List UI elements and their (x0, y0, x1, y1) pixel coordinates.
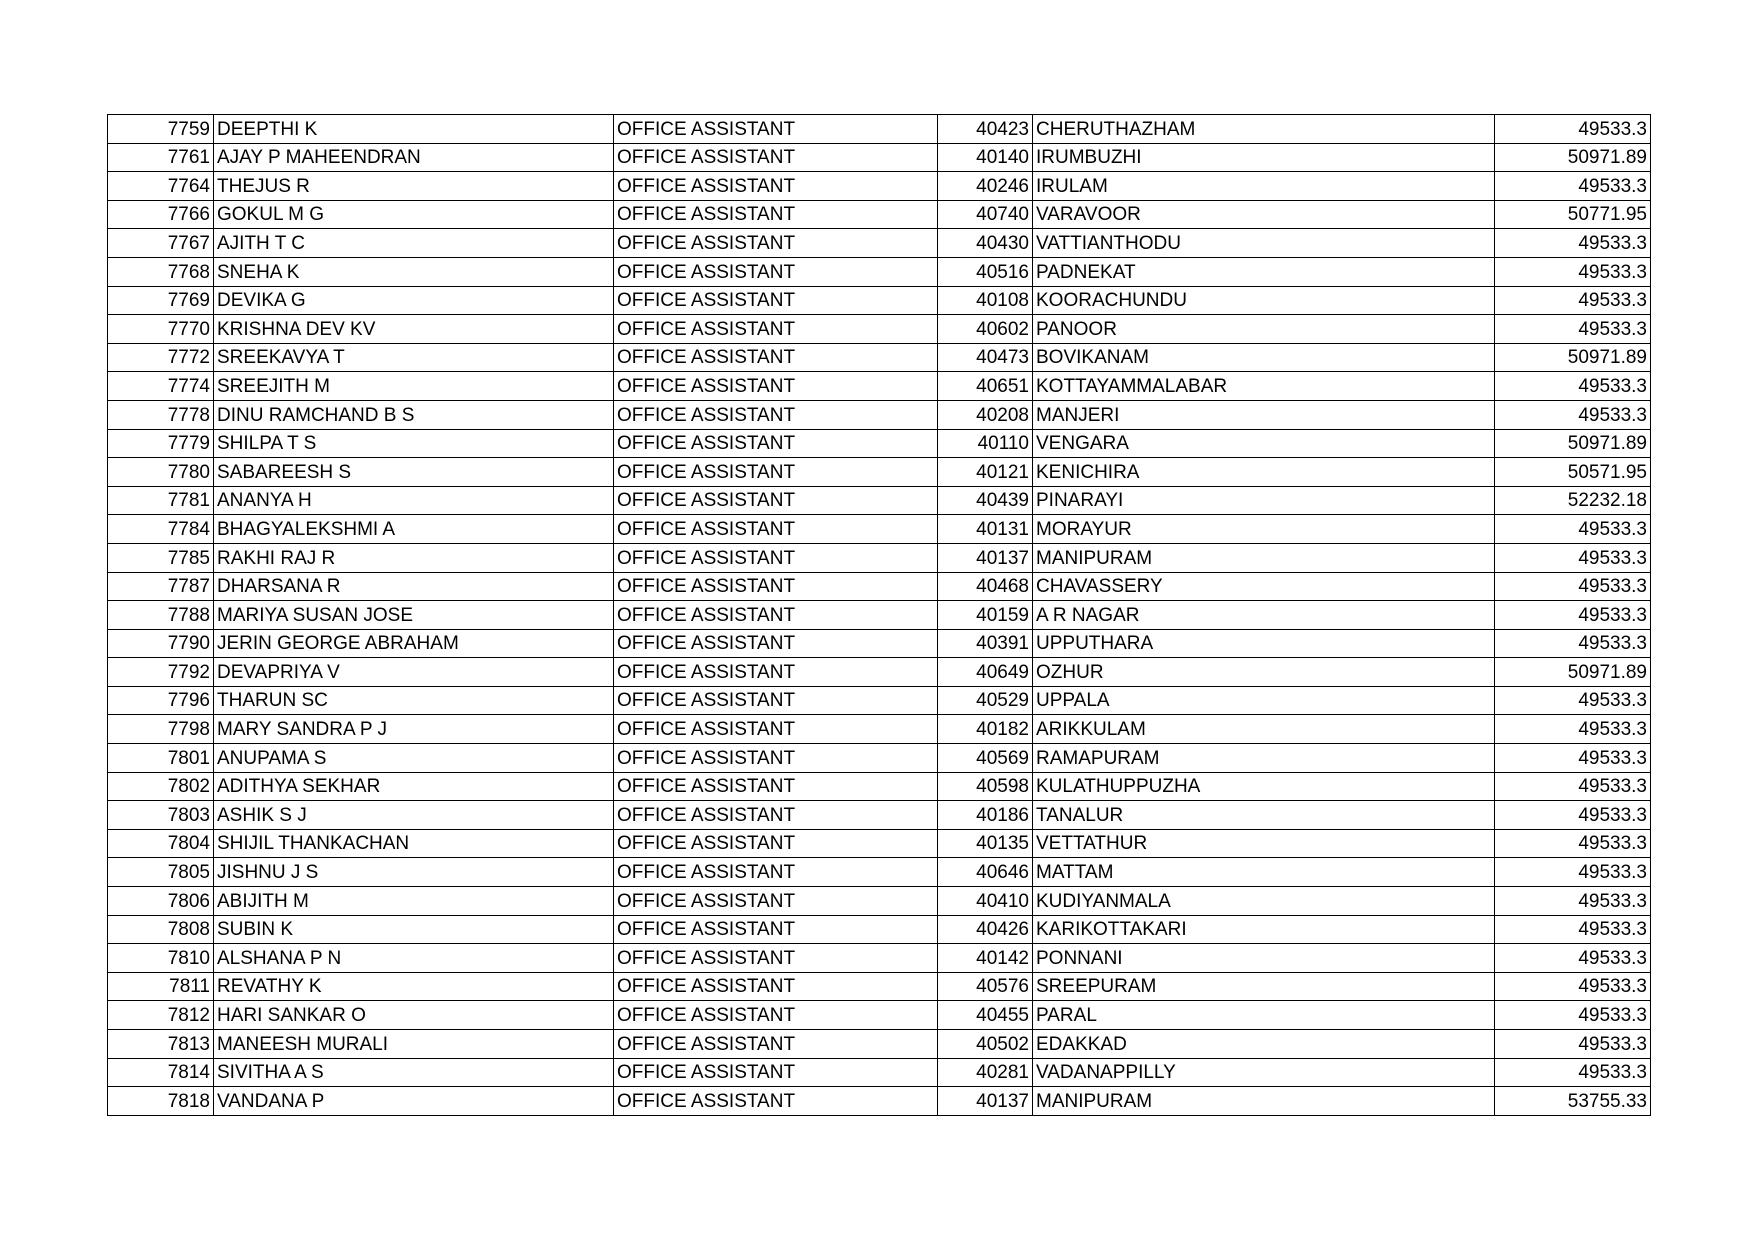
designation-cell: OFFICE ASSISTANT (614, 1001, 938, 1030)
office-code-cell: 40142 (938, 944, 1033, 973)
designation-cell: OFFICE ASSISTANT (614, 829, 938, 858)
office-name-cell: TANALUR (1033, 801, 1495, 830)
designation-cell: OFFICE ASSISTANT (614, 115, 938, 144)
name-cell: AJITH T C (214, 229, 614, 258)
designation-cell: OFFICE ASSISTANT (614, 458, 938, 487)
designation-cell: OFFICE ASSISTANT (614, 1087, 938, 1116)
name-cell: HARI SANKAR O (214, 1001, 614, 1030)
designation-cell: OFFICE ASSISTANT (614, 801, 938, 830)
amount-cell: 50771.95 (1495, 200, 1651, 229)
office-name-cell: PANOOR (1033, 315, 1495, 344)
amount-cell: 49533.3 (1495, 315, 1651, 344)
amount-cell: 49533.3 (1495, 972, 1651, 1001)
office-name-cell: PONNANI (1033, 944, 1495, 973)
office-name-cell: CHAVASSERY (1033, 572, 1495, 601)
serial-number-cell: 7766 (108, 200, 214, 229)
designation-cell: OFFICE ASSISTANT (614, 257, 938, 286)
table-row (108, 887, 1651, 916)
office-code-cell: 40410 (938, 887, 1033, 916)
amount-cell: 49533.3 (1495, 686, 1651, 715)
amount-cell: 49533.3 (1495, 715, 1651, 744)
office-code-cell: 40137 (938, 1087, 1033, 1116)
table-row (108, 143, 1651, 172)
designation-cell: OFFICE ASSISTANT (614, 229, 938, 258)
office-code-cell: 40426 (938, 915, 1033, 944)
office-code-cell: 40208 (938, 400, 1033, 429)
office-code-cell: 40576 (938, 972, 1033, 1001)
table-row (108, 829, 1651, 858)
office-name-cell: KARIKOTTAKARI (1033, 915, 1495, 944)
office-name-cell: VADANAPPILLY (1033, 1058, 1495, 1087)
serial-number-cell: 7798 (108, 715, 214, 744)
office-name-cell: VATTIANTHODU (1033, 229, 1495, 258)
name-cell: SUBIN K (214, 915, 614, 944)
serial-number-cell: 7770 (108, 315, 214, 344)
serial-number-cell: 7772 (108, 343, 214, 372)
office-name-cell: VETTATHUR (1033, 829, 1495, 858)
amount-cell: 49533.3 (1495, 858, 1651, 887)
table-row (108, 1087, 1651, 1116)
designation-cell: OFFICE ASSISTANT (614, 143, 938, 172)
name-cell: KRISHNA DEV KV (214, 315, 614, 344)
office-name-cell: PARAL (1033, 1001, 1495, 1030)
name-cell: MANEESH MURALI (214, 1030, 614, 1059)
table-row (108, 915, 1651, 944)
table-row (108, 315, 1651, 344)
designation-cell: OFFICE ASSISTANT (614, 944, 938, 973)
table-row (108, 772, 1651, 801)
amount-cell: 53755.33 (1495, 1087, 1651, 1116)
office-code-cell: 40430 (938, 229, 1033, 258)
office-name-cell: KOORACHUNDU (1033, 286, 1495, 315)
amount-cell: 49533.3 (1495, 601, 1651, 630)
serial-number-cell: 7778 (108, 400, 214, 429)
amount-cell: 49533.3 (1495, 944, 1651, 973)
office-name-cell: BOVIKANAM (1033, 343, 1495, 372)
office-code-cell: 40502 (938, 1030, 1033, 1059)
serial-number-cell: 7808 (108, 915, 214, 944)
table-row (108, 343, 1651, 372)
office-name-cell: KULATHUPPUZHA (1033, 772, 1495, 801)
office-code-cell: 40121 (938, 458, 1033, 487)
table-row (108, 115, 1651, 144)
designation-cell: OFFICE ASSISTANT (614, 543, 938, 572)
office-code-cell: 40468 (938, 572, 1033, 601)
serial-number-cell: 7779 (108, 429, 214, 458)
serial-number-cell: 7802 (108, 772, 214, 801)
serial-number-cell: 7784 (108, 515, 214, 544)
amount-cell: 49533.3 (1495, 543, 1651, 572)
amount-cell: 49533.3 (1495, 629, 1651, 658)
designation-cell: OFFICE ASSISTANT (614, 601, 938, 630)
office-code-cell: 40186 (938, 801, 1033, 830)
amount-cell: 49533.3 (1495, 515, 1651, 544)
amount-cell: 52232.18 (1495, 486, 1651, 515)
name-cell: DEVIKA G (214, 286, 614, 315)
amount-cell: 49533.3 (1495, 1058, 1651, 1087)
office-code-cell: 40529 (938, 686, 1033, 715)
table-row (108, 686, 1651, 715)
amount-cell: 49533.3 (1495, 372, 1651, 401)
office-code-cell: 40159 (938, 601, 1033, 630)
serial-number-cell: 7796 (108, 686, 214, 715)
serial-number-cell: 7781 (108, 486, 214, 515)
name-cell: DEEPTHI K (214, 115, 614, 144)
designation-cell: OFFICE ASSISTANT (614, 515, 938, 544)
serial-number-cell: 7818 (108, 1087, 214, 1116)
office-code-cell: 40439 (938, 486, 1033, 515)
office-name-cell: SREEPURAM (1033, 972, 1495, 1001)
table-row (108, 286, 1651, 315)
name-cell: DINU RAMCHAND B S (214, 400, 614, 429)
office-name-cell: KENICHIRA (1033, 458, 1495, 487)
table-row (108, 1058, 1651, 1087)
name-cell: BHAGYALEKSHMI A (214, 515, 614, 544)
table-row (108, 972, 1651, 1001)
name-cell: DHARSANA R (214, 572, 614, 601)
table-row (108, 715, 1651, 744)
amount-cell: 49533.3 (1495, 1001, 1651, 1030)
office-code-cell: 40281 (938, 1058, 1033, 1087)
amount-cell: 49533.3 (1495, 172, 1651, 201)
office-name-cell: MANIPURAM (1033, 543, 1495, 572)
office-name-cell: MATTAM (1033, 858, 1495, 887)
serial-number-cell: 7792 (108, 658, 214, 687)
amount-cell: 50971.89 (1495, 343, 1651, 372)
serial-number-cell: 7785 (108, 543, 214, 572)
amount-cell: 49533.3 (1495, 257, 1651, 286)
designation-cell: OFFICE ASSISTANT (614, 572, 938, 601)
serial-number-cell: 7761 (108, 143, 214, 172)
name-cell: SREEJITH M (214, 372, 614, 401)
office-name-cell: UPPALA (1033, 686, 1495, 715)
name-cell: THEJUS R (214, 172, 614, 201)
office-name-cell: VENGARA (1033, 429, 1495, 458)
table-row (108, 229, 1651, 258)
amount-cell: 50971.89 (1495, 143, 1651, 172)
amount-cell: 49533.3 (1495, 400, 1651, 429)
serial-number-cell: 7780 (108, 458, 214, 487)
name-cell: ADITHYA SEKHAR (214, 772, 614, 801)
name-cell: DEVAPRIYA V (214, 658, 614, 687)
name-cell: GOKUL M G (214, 200, 614, 229)
name-cell: ANANYA H (214, 486, 614, 515)
serial-number-cell: 7803 (108, 801, 214, 830)
office-name-cell: KOTTAYAMMALABAR (1033, 372, 1495, 401)
serial-number-cell: 7814 (108, 1058, 214, 1087)
office-code-cell: 40182 (938, 715, 1033, 744)
office-name-cell: VARAVOOR (1033, 200, 1495, 229)
designation-cell: OFFICE ASSISTANT (614, 429, 938, 458)
office-code-cell: 40649 (938, 658, 1033, 687)
office-name-cell: PINARAYI (1033, 486, 1495, 515)
amount-cell: 49533.3 (1495, 744, 1651, 773)
office-code-cell: 40569 (938, 744, 1033, 773)
designation-cell: OFFICE ASSISTANT (614, 658, 938, 687)
name-cell: MARY SANDRA P J (214, 715, 614, 744)
office-name-cell: RAMAPURAM (1033, 744, 1495, 773)
designation-cell: OFFICE ASSISTANT (614, 172, 938, 201)
office-code-cell: 40740 (938, 200, 1033, 229)
designation-cell: OFFICE ASSISTANT (614, 1030, 938, 1059)
amount-cell: 50971.89 (1495, 429, 1651, 458)
serial-number-cell: 7805 (108, 858, 214, 887)
table-body (108, 115, 1651, 1116)
office-name-cell: EDAKKAD (1033, 1030, 1495, 1059)
amount-cell: 49533.3 (1495, 229, 1651, 258)
office-name-cell: PADNEKAT (1033, 257, 1495, 286)
name-cell: JERIN GEORGE ABRAHAM (214, 629, 614, 658)
designation-cell: OFFICE ASSISTANT (614, 772, 938, 801)
table-row (108, 1001, 1651, 1030)
designation-cell: OFFICE ASSISTANT (614, 629, 938, 658)
table-row (108, 858, 1651, 887)
name-cell: AJAY P MAHEENDRAN (214, 143, 614, 172)
table-row (108, 458, 1651, 487)
serial-number-cell: 7768 (108, 257, 214, 286)
amount-cell: 49533.3 (1495, 887, 1651, 916)
office-code-cell: 40646 (938, 858, 1033, 887)
table-row (108, 172, 1651, 201)
serial-number-cell: 7787 (108, 572, 214, 601)
table-row (108, 801, 1651, 830)
office-name-cell: IRULAM (1033, 172, 1495, 201)
name-cell: SHIJIL THANKACHAN (214, 829, 614, 858)
office-name-cell: CHERUTHAZHAM (1033, 115, 1495, 144)
office-name-cell: MANJERI (1033, 400, 1495, 429)
designation-cell: OFFICE ASSISTANT (614, 858, 938, 887)
designation-cell: OFFICE ASSISTANT (614, 972, 938, 1001)
office-code-cell: 40135 (938, 829, 1033, 858)
office-name-cell: ARIKKULAM (1033, 715, 1495, 744)
name-cell: REVATHY K (214, 972, 614, 1001)
office-code-cell: 40137 (938, 543, 1033, 572)
serial-number-cell: 7767 (108, 229, 214, 258)
office-name-cell: MANIPURAM (1033, 1087, 1495, 1116)
table-row (108, 400, 1651, 429)
serial-number-cell: 7788 (108, 601, 214, 630)
name-cell: ANUPAMA S (214, 744, 614, 773)
amount-cell: 49533.3 (1495, 772, 1651, 801)
serial-number-cell: 7769 (108, 286, 214, 315)
office-code-cell: 40516 (938, 257, 1033, 286)
office-code-cell: 40651 (938, 372, 1033, 401)
office-code-cell: 40455 (938, 1001, 1033, 1030)
name-cell: SHILPA T S (214, 429, 614, 458)
designation-cell: OFFICE ASSISTANT (614, 400, 938, 429)
table-row (108, 572, 1651, 601)
amount-cell: 49533.3 (1495, 1030, 1651, 1059)
table-row (108, 601, 1651, 630)
office-code-cell: 40110 (938, 429, 1033, 458)
designation-cell: OFFICE ASSISTANT (614, 200, 938, 229)
name-cell: THARUN SC (214, 686, 614, 715)
amount-cell: 49533.3 (1495, 286, 1651, 315)
data-table (107, 114, 1651, 1116)
office-name-cell: IRUMBUZHI (1033, 143, 1495, 172)
designation-cell: OFFICE ASSISTANT (614, 715, 938, 744)
serial-number-cell: 7759 (108, 115, 214, 144)
amount-cell: 49533.3 (1495, 572, 1651, 601)
name-cell: ABIJITH M (214, 887, 614, 916)
designation-cell: OFFICE ASSISTANT (614, 343, 938, 372)
office-code-cell: 40598 (938, 772, 1033, 801)
office-code-cell: 40246 (938, 172, 1033, 201)
designation-cell: OFFICE ASSISTANT (614, 744, 938, 773)
serial-number-cell: 7804 (108, 829, 214, 858)
office-name-cell: KUDIYANMALA (1033, 887, 1495, 916)
table-row (108, 486, 1651, 515)
name-cell: MARIYA SUSAN JOSE (214, 601, 614, 630)
office-code-cell: 40423 (938, 115, 1033, 144)
table-row (108, 744, 1651, 773)
designation-cell: OFFICE ASSISTANT (614, 887, 938, 916)
table-row (108, 257, 1651, 286)
table-row (108, 629, 1651, 658)
table-row (108, 944, 1651, 973)
amount-cell: 49533.3 (1495, 801, 1651, 830)
office-code-cell: 40473 (938, 343, 1033, 372)
table-row (108, 372, 1651, 401)
office-code-cell: 40140 (938, 143, 1033, 172)
table-row (108, 200, 1651, 229)
designation-cell: OFFICE ASSISTANT (614, 1058, 938, 1087)
table-row (108, 515, 1651, 544)
office-code-cell: 40391 (938, 629, 1033, 658)
serial-number-cell: 7811 (108, 972, 214, 1001)
office-code-cell: 40108 (938, 286, 1033, 315)
serial-number-cell: 7810 (108, 944, 214, 973)
table-row (108, 543, 1651, 572)
amount-cell: 50571.95 (1495, 458, 1651, 487)
designation-cell: OFFICE ASSISTANT (614, 686, 938, 715)
table-row (108, 1030, 1651, 1059)
name-cell: JISHNU J S (214, 858, 614, 887)
name-cell: RAKHI RAJ R (214, 543, 614, 572)
name-cell: VANDANA P (214, 1087, 614, 1116)
serial-number-cell: 7764 (108, 172, 214, 201)
serial-number-cell: 7806 (108, 887, 214, 916)
name-cell: SIVITHA A S (214, 1058, 614, 1087)
designation-cell: OFFICE ASSISTANT (614, 286, 938, 315)
designation-cell: OFFICE ASSISTANT (614, 315, 938, 344)
name-cell: ALSHANA P N (214, 944, 614, 973)
serial-number-cell: 7801 (108, 744, 214, 773)
table-row (108, 429, 1651, 458)
table-row (108, 658, 1651, 687)
serial-number-cell: 7790 (108, 629, 214, 658)
designation-cell: OFFICE ASSISTANT (614, 915, 938, 944)
amount-cell: 49533.3 (1495, 115, 1651, 144)
spreadsheet-page (107, 114, 1650, 1116)
designation-cell: OFFICE ASSISTANT (614, 486, 938, 515)
name-cell: SNEHA K (214, 257, 614, 286)
amount-cell: 49533.3 (1495, 915, 1651, 944)
office-name-cell: A R NAGAR (1033, 601, 1495, 630)
serial-number-cell: 7812 (108, 1001, 214, 1030)
serial-number-cell: 7774 (108, 372, 214, 401)
office-code-cell: 40131 (938, 515, 1033, 544)
office-code-cell: 40602 (938, 315, 1033, 344)
serial-number-cell: 7813 (108, 1030, 214, 1059)
office-name-cell: UPPUTHARA (1033, 629, 1495, 658)
name-cell: ASHIK S J (214, 801, 614, 830)
office-name-cell: MORAYUR (1033, 515, 1495, 544)
designation-cell: OFFICE ASSISTANT (614, 372, 938, 401)
amount-cell: 49533.3 (1495, 829, 1651, 858)
name-cell: SREEKAVYA T (214, 343, 614, 372)
name-cell: SABAREESH S (214, 458, 614, 487)
amount-cell: 50971.89 (1495, 658, 1651, 687)
office-name-cell: OZHUR (1033, 658, 1495, 687)
